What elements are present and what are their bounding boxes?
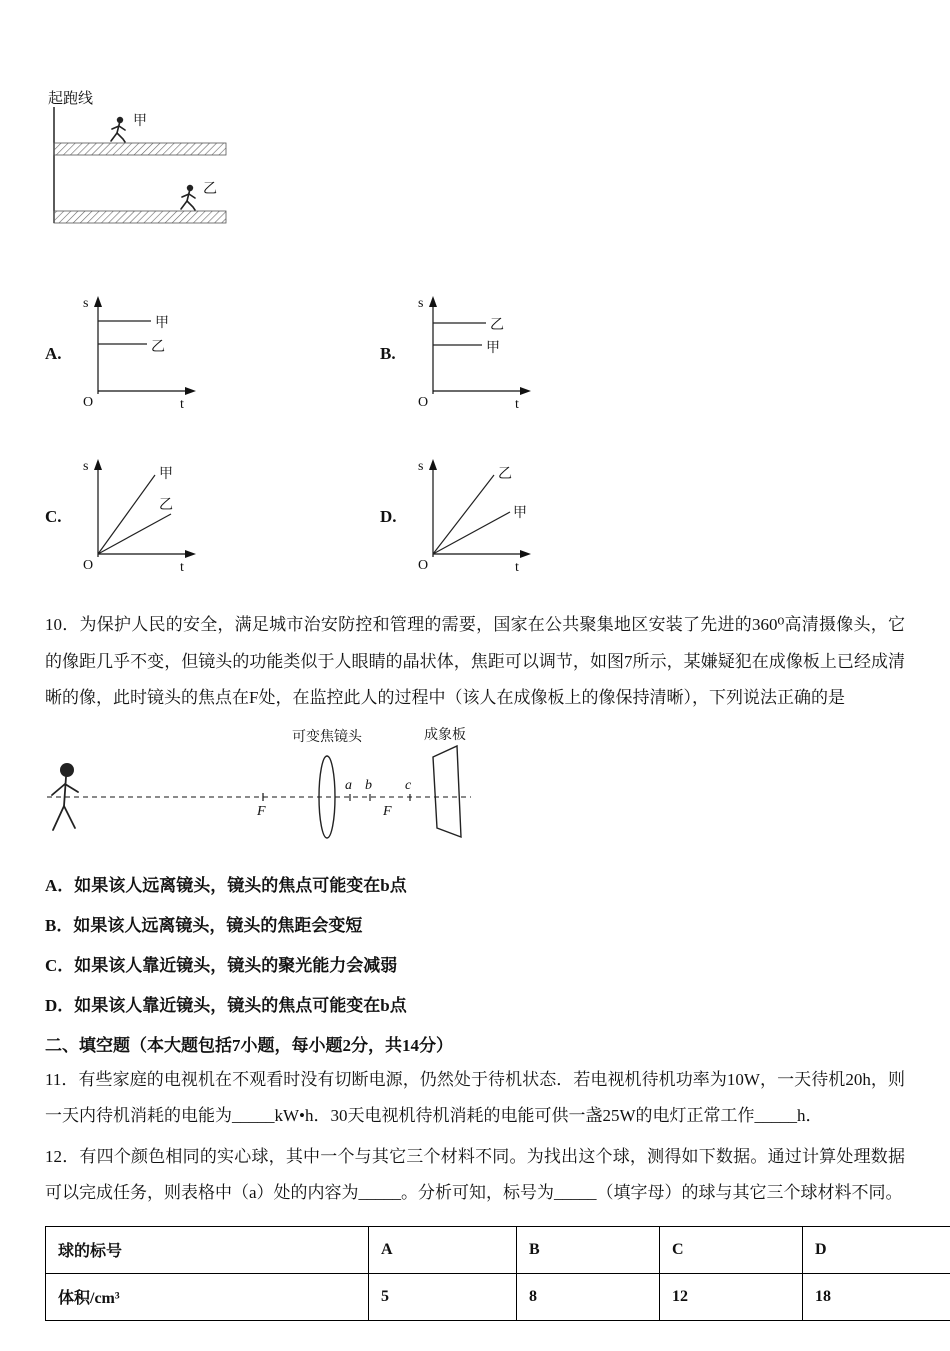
st-graph-a bbox=[81, 291, 216, 416]
option-a-text: A．如果该人远离镜头，镜头的焦点可能变在b点 bbox=[45, 871, 905, 896]
st-graph-b bbox=[416, 291, 551, 416]
question-10-options bbox=[45, 871, 905, 1016]
line2-label: 甲 bbox=[486, 340, 500, 356]
table-cell: A bbox=[369, 1226, 517, 1273]
runner-jia-label: 甲 bbox=[133, 113, 147, 129]
t-axis-label: t bbox=[180, 560, 184, 575]
question-12-text: 12．有四个颜色相同的实心球，其中一个与其它三个材料不同。为找出这个球，测得如下数据。通过计算处理数据可以完成任务，则表格中（a）处的内容为_____。分析可知，标号为_____（填字母）的球与其它三个球材料不同。 bbox=[45, 1139, 905, 1212]
runner-jia-icon bbox=[111, 117, 125, 142]
table-cell: C bbox=[660, 1226, 803, 1273]
origin-label: O bbox=[83, 558, 93, 573]
graph-c-label: C. bbox=[45, 507, 71, 527]
track-hatch-top bbox=[54, 143, 226, 155]
s-axis-label: s bbox=[418, 296, 423, 311]
table-cell: 18 bbox=[803, 1273, 950, 1320]
graph-d-label: D. bbox=[380, 507, 406, 527]
track-diagram bbox=[45, 88, 255, 240]
s-axis-label: s bbox=[83, 459, 88, 474]
point-a-label: a bbox=[345, 778, 352, 793]
table-cell: 8 bbox=[517, 1273, 660, 1320]
graph-options bbox=[45, 291, 905, 579]
line2-label: 乙 bbox=[159, 498, 173, 513]
table-cell: 12 bbox=[660, 1273, 803, 1320]
line2-label: 甲 bbox=[513, 505, 527, 521]
section-2-header: 二、填空题（本大题包括7小题，每小题2分，共14分） bbox=[45, 1031, 905, 1056]
start-line-label: 起跑线 bbox=[48, 90, 93, 107]
line1-label: 甲 bbox=[155, 315, 169, 331]
table-row-volume bbox=[46, 1273, 950, 1320]
table-cell: D bbox=[803, 1226, 950, 1273]
runner-yi-label: 乙 bbox=[203, 182, 217, 197]
imaging-board-label: 成象板 bbox=[424, 726, 466, 743]
point-b-label: b bbox=[365, 778, 372, 793]
option-graph-b bbox=[380, 291, 715, 416]
table-cell: 5 bbox=[369, 1273, 517, 1320]
lens-diagram bbox=[45, 725, 475, 851]
option-c-text: C．如果该人靠近镜头，镜头的聚光能力会减弱 bbox=[45, 951, 905, 976]
focal-left-label: F bbox=[256, 804, 266, 819]
option-b-text: B．如果该人远离镜头，镜头的焦距会变短 bbox=[45, 911, 905, 936]
option-d-text: D．如果该人靠近镜头，镜头的焦点可能变在b点 bbox=[45, 991, 905, 1016]
track-hatch-bottom bbox=[54, 211, 226, 223]
line1-label: 乙 bbox=[490, 318, 504, 333]
table-header-cell: 球的标号 bbox=[46, 1226, 369, 1273]
st-graph-d bbox=[416, 454, 551, 579]
table-header-cell: 体积/cm³ bbox=[46, 1273, 369, 1320]
lens-figure bbox=[45, 725, 905, 856]
point-c-label: c bbox=[405, 778, 412, 793]
origin-label: O bbox=[418, 395, 428, 410]
s-axis-label: s bbox=[418, 459, 423, 474]
option-graph-d bbox=[380, 454, 715, 579]
question-11-text: 11．有些家庭的电视机在不观看时没有切断电源，仍然处于待机状态．若电视机待机功率为10W，一天待机20h，则一天内待机消耗的电能为_____kW•h．30天电视机待机消耗的电能可供一盏25W的电灯正常工作_____h． bbox=[45, 1062, 905, 1135]
runner-yi-icon bbox=[181, 185, 195, 210]
option-graph-c bbox=[45, 454, 380, 579]
origin-label: O bbox=[83, 395, 93, 410]
t-axis-label: t bbox=[180, 397, 184, 412]
t-axis-label: t bbox=[515, 560, 519, 575]
question-10-text: 10．为保护人民的安全，满足城市治安防控和管理的需要，国家在公共聚集地区安装了先进的360⁰高清摄像头，它的像距几乎不变，但镜头的功能类似于人眼睛的晶状体，焦距可以调节，如图7所示，某嫌疑犯在成像板上已经成清晰的像，此时镜头的焦点在F处，在监控此人的过程中（该人在成像板上的像保持清晰），下列说法正确的是 bbox=[45, 607, 905, 717]
st-graph-c bbox=[81, 454, 216, 579]
graph-b-label: B. bbox=[380, 344, 406, 364]
line1-label: 乙 bbox=[498, 467, 512, 482]
q12-data-table bbox=[45, 1226, 950, 1321]
origin-label: O bbox=[418, 558, 428, 573]
lens-label: 可变焦镜头 bbox=[292, 728, 363, 745]
t-axis-label: t bbox=[515, 397, 519, 412]
track-figure bbox=[45, 88, 905, 245]
imaging-board-icon bbox=[433, 746, 461, 837]
table-cell: B bbox=[517, 1226, 660, 1273]
focal-right-label: F bbox=[382, 804, 392, 819]
option-graph-a bbox=[45, 291, 380, 416]
s-axis-label: s bbox=[83, 296, 88, 311]
graph-a-label: A. bbox=[45, 344, 71, 364]
line1-label: 甲 bbox=[159, 466, 173, 482]
line2-label: 乙 bbox=[151, 340, 165, 355]
table-row-labels bbox=[46, 1226, 950, 1273]
